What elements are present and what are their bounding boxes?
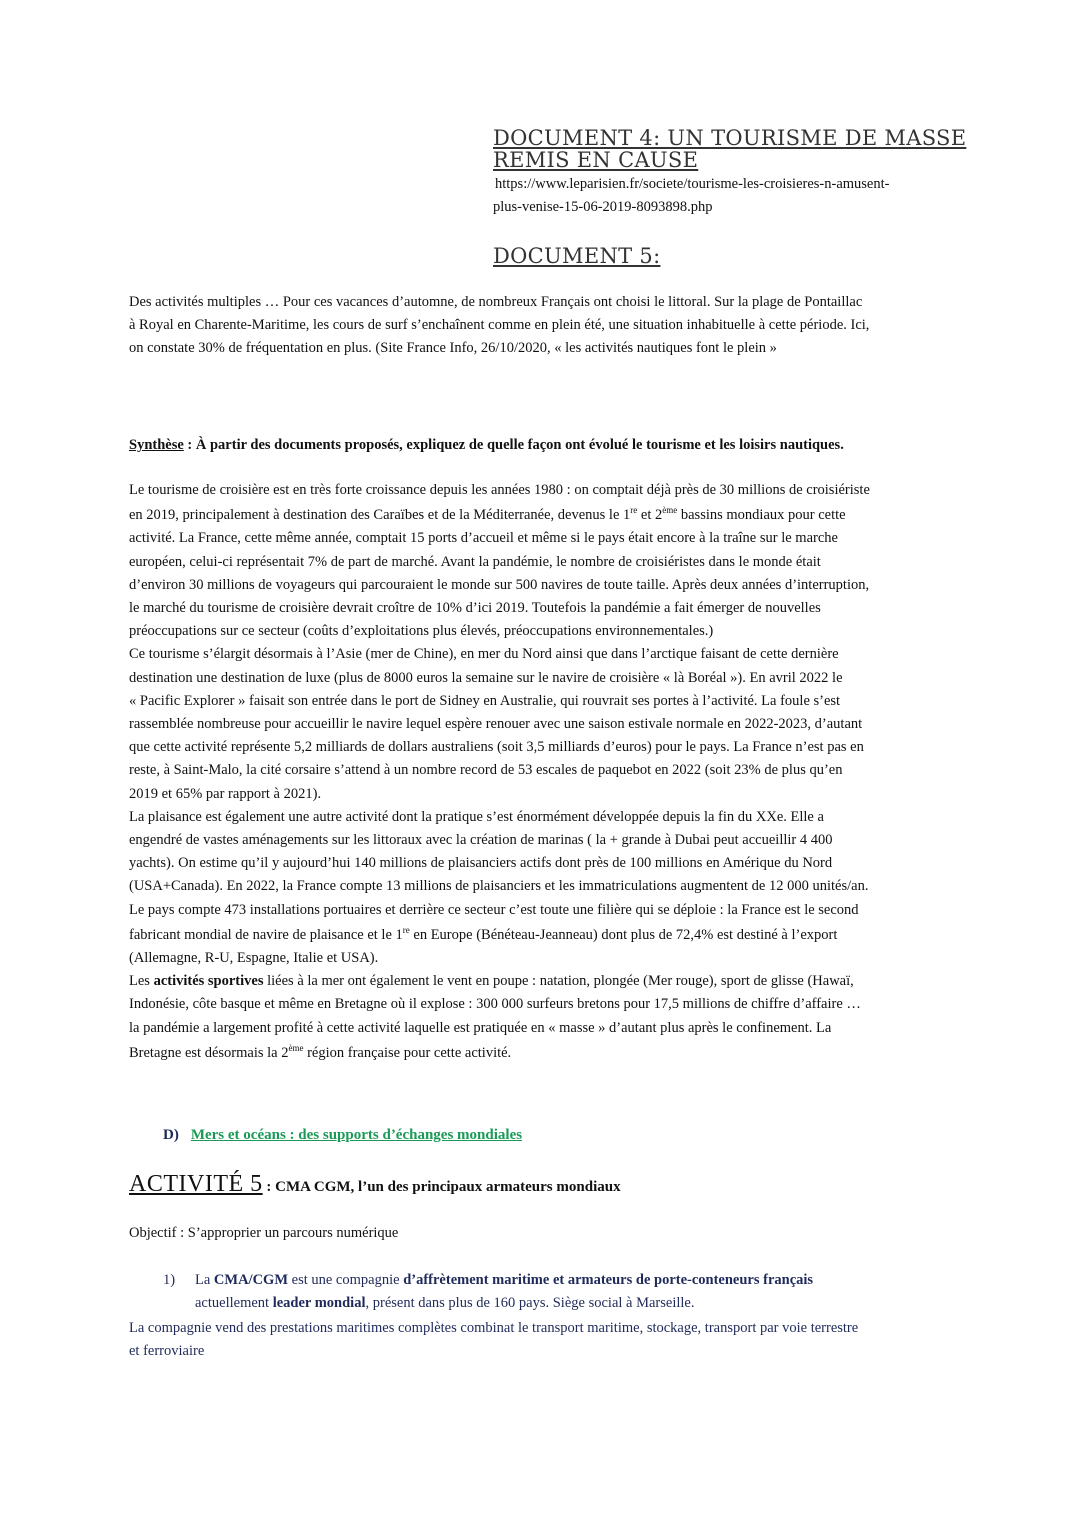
superscript: ème [288,1042,304,1053]
synthese-separator: : [183,437,196,453]
answer-line: reste, à Saint-Malo, la cité corsaire s’attend à un nombre record de 53 escales de paquebot en 2022 (soit 23% de plus qu’en [129,762,843,779]
document-4-url-line2[interactable]: plus-venise-15-06-2019-8093898.php [493,199,713,215]
item-1-line2 [195,1292,963,1315]
answer-line: (USA+Canada). En 2022, la France compte 13 millions de plaisanciers et les immatriculations augmentent de 12 000 unités/an. [129,878,869,895]
item-1-description-line: La compagnie vend des prestations maritimes complètes combinat le transport maritime, stockage, transport par voie terrestre [129,1320,859,1336]
item-1-description-line: et ferroviaire [129,1343,205,1360]
answer-text: fabricant mondial de navire de plaisance et le 1 [129,926,403,943]
item-text: , présent dans plus de 160 pays. Siège social à Marseille. [365,1295,695,1312]
activity-objectif: Objectif : S’approprier un parcours numérique [129,1225,399,1241]
answer-line: 2019 et 65% par rapport à 2021). [129,785,322,802]
answer-text: Les [129,973,154,990]
item-bold-text: leader mondial [272,1295,366,1312]
activity-5-subtitle: : CMA CGM, l’un des principaux armateurs mondiaux [262,1179,621,1195]
answer-line: que cette activité représente 5,2 milliards de dollars australiens (soit 3,5 milliards d’euros) pour le pays. La France n’est pas en [129,739,864,756]
answer-text: en 2019, principalement à destination des Caraïbes et de la Méditerranée, devenus le 1 [129,507,631,524]
activity-5-heading [129,1170,621,1201]
answer-text: liées à la mer ont également le vent en poupe : natation, plongée (Mer rouge), sport de glisse (Hawaï, [263,973,854,990]
superscript: re [630,505,638,516]
document-5-text [129,291,959,361]
item-1 [163,1269,963,1315]
section-d-letter: D) [163,1127,179,1143]
synthese-question [129,434,959,457]
synthese-question-text: À partir des documents proposés, expliquez de quelle façon ont évolué le tourisme et les loisirs nautiques. [195,437,844,453]
item-1-number: 1) [163,1272,176,1288]
document-4-title [493,127,966,171]
answer-line: européen, celui-ci représentait 7% de part de marché. Avant la pandémie, le nombre de croisiéristes dans le monde était [129,553,821,570]
item-1-description [129,1317,959,1363]
answer-line: préoccupations sur ce secteur (coûts d’exploitations plus élevés, préoccupations environnementales.) [129,623,714,640]
answer-line: « Pacific Explorer » faisait son entrée dans le port de Sidney en Australie, qui rouvrait ses portes à l’activité. La foule s’est [129,692,841,709]
document-4-title-line2: REMIS EN CAUSE [493,148,699,172]
item-bold-text: d’affrètement maritime et armateurs de porte-conteneurs français [403,1272,814,1288]
answer-text: Bretagne est désormais la 2 [129,1044,289,1061]
answer-line: rassemblée nombreuse pour accueillir le navire lequel espère renouer avec une saison estivale normale en 2022-2023, d’autant [129,716,863,733]
item-text: actuellement [195,1295,273,1312]
answer-line: destination une destination de luxe (plus de 8000 euros la semaine sur le navire de croisière « là Boréal »). En avril 2022 le [129,669,843,686]
item-bold-text: CMA/CGM [213,1272,289,1288]
section-d-title: Mers et océans : des supports d’échanges mondiales [190,1127,523,1143]
answer-line [129,504,959,527]
answer-line: Indonésie, côte basque et même en Bretagne où il explose : 300 000 surfeurs bretons pour 17,5 millions de chiffre d’affaire … [129,996,861,1013]
item-1-line1 [163,1269,963,1292]
section-d-heading [163,1125,522,1145]
answer-line: La plaisance est également une autre activité dont la pratique s’est énormément développée depuis la fin du XXe. Elle a [129,808,824,825]
item-text: La [195,1272,214,1288]
item-text: est une compagnie [288,1272,404,1288]
answer-line: d’environ 30 millions de voyageurs qui parcouraient le monde sur 500 navires de toute taille. Après deux années d’interruption, [129,576,870,593]
answer-line [129,1042,959,1065]
superscript: ème [662,505,678,516]
answer-text: région française pour cette activité. [303,1044,512,1061]
answer-text: en Europe (Bénéteau-Jeanneau) dont plus de 72,4% est destiné à l’export [409,926,838,943]
document-5-title: DOCUMENT 5: [493,244,661,268]
document-5-line: Des activités multiples … Pour ces vacances d’automne, de nombreux Français ont choisi le littoral. Sur la plage de Pontaillac [129,294,863,310]
answer-text: bassins mondiaux pour cette [677,507,846,524]
document-5-line: on constate 30% de fréquentation en plus. (Site France Info, 26/10/2020, « les activités nautiques font le plein » [129,340,777,357]
document-4-url[interactable] [495,173,889,219]
answer-line: Le tourisme de croisière est en très forte croissance depuis les années 1980 : on comptait déjà près de 30 millions de croisiériste [129,482,870,498]
answer-line: yachts). On estime qu’il y aujourd’hui 140 millions de plaisanciers actifs dont près de 100 millions en Amérique du Nord [129,855,833,872]
answer-text: et 2 [637,507,663,524]
document-4-title-line1: DOCUMENT 4: UN TOURISME DE MASSE [493,126,967,150]
answer-line: (Allemagne, R-U, Espagne, Italie et USA). [129,950,379,967]
document-5-line: à Royal en Charente-Maritime, les cours de surf s’enchaînent comme en plein été, une situation inhabituelle à cette période. Ici, [129,317,870,334]
answer-bold-text: activités sportives [153,973,264,990]
answer-line [129,970,959,993]
synthese-answer [129,479,959,1065]
answer-line: activité. La France, cette même année, comptait 15 ports d’accueil et même si le pays était encore à la traîne sur le marche [129,530,838,547]
answer-line [129,924,959,947]
answer-line: Le pays compte 473 installations portuaires et derrière ce secteur c’est toute une filière qui se déploie : la France est le second [129,901,859,918]
activity-5-label: ACTIVITÉ 5 [129,1171,263,1197]
answer-line: Ce tourisme s’élargit désormais à l’Asie (mer de Chine), en mer du Nord ainsi que dans l’arctique faisant de cette dernière [129,646,839,663]
synthese-label: Synthèse [129,437,184,453]
answer-line: la pandémie a largement profité à cette activité laquelle est pratiquée en « masse » d’autant plus après le confinement. La [129,1019,832,1036]
document-4-url-line1[interactable]: https://www.leparisien.fr/societe/tourisme-les-croisieres-n-amusent- [495,176,890,192]
answer-line: engendré de vastes aménagements sur les littoraux avec la création de marinas ( la + grande à Dubai peut accueillir 4 400 [129,832,833,849]
answer-line: le marché du tourisme de croisière devrait croître de 10% d’ici 2019. Toutefois la pandémie a fait émerger de nouvelles [129,600,821,617]
superscript: re [402,924,410,935]
